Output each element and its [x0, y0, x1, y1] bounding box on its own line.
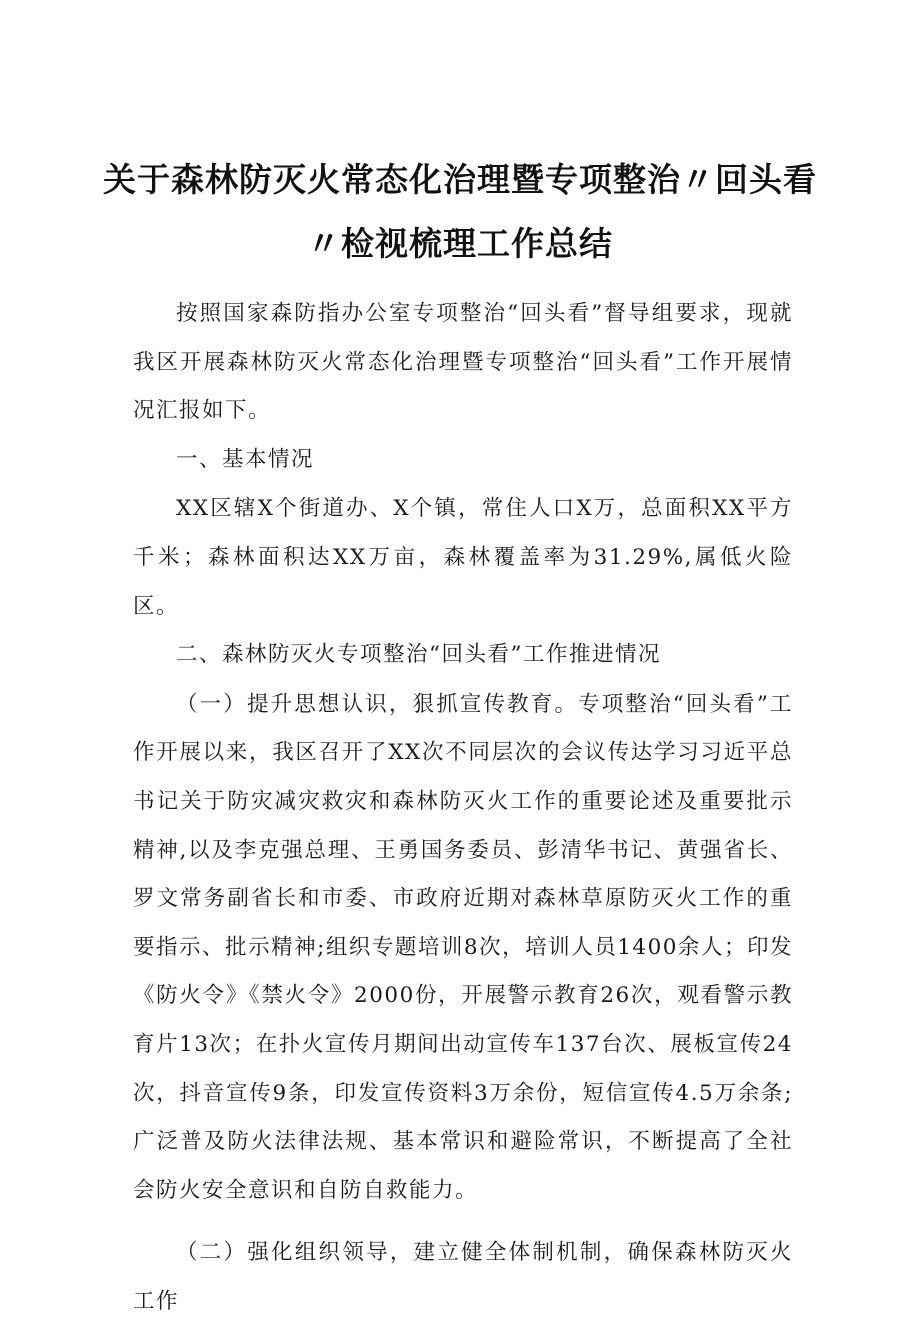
basic-info-paragraph: XX区辖X个街道办、X个镇，常住人口X万，总面积XX平方千米；森林面积达XX万亩，森林覆盖率为31.29%,属低火险区。 [133, 496, 793, 619]
document-title: 关于森林防灭火常态化治理暨专项整治〃回头看〃检视梳理工作总结 [103, 160, 817, 263]
section-heading-1: 一、基本情况 [176, 446, 315, 472]
intro-paragraph: 按照国家森防指办公室专项整治“回头看”督导组要求，现就我区开展森林防灭火常态化治理暨专项整治“回头看”工作开展情况汇报如下。 [133, 301, 793, 424]
subsection-1-paragraph: （一）提升思想认识，狠抓宣传教育。专项整治“回头看”工作开展以来，我区召开了XX次不同层次的会议传达学习习近平总书记关于防灾减灾救灾和森林防灭火工作的重要论述及重要批示精神,以及李克强总理、王勇国务委员、彭清华书记、黄强省长、罗文常务副省长和市委、市政府近期对森林草原防灭火工作的重要指示、批示精神;组织专题培训8次，培训人员1400余人；印发《防火令》《禁火令》2000份，开展警示教育26次，观看警示教育片13次；在扑火宣传月期间出动宣传车137台次、展板宣传24次，抖音宣传9条，印发宣传资料3万余份，短信宣传4.5万余条;广泛普及防火法律法规、基本常识和避险常识，不断提高了全社会防火安全意识和自防自救能力。 [133, 691, 793, 1203]
section-heading-2: 二、森林防灭火专项整治“回头看”工作推进情况 [176, 642, 661, 668]
subsection-2-paragraph: （二）强化组织领导，建立健全体制机制，确保森林防灭火工作 [133, 1240, 793, 1314]
document-body [133, 290, 793, 1326]
